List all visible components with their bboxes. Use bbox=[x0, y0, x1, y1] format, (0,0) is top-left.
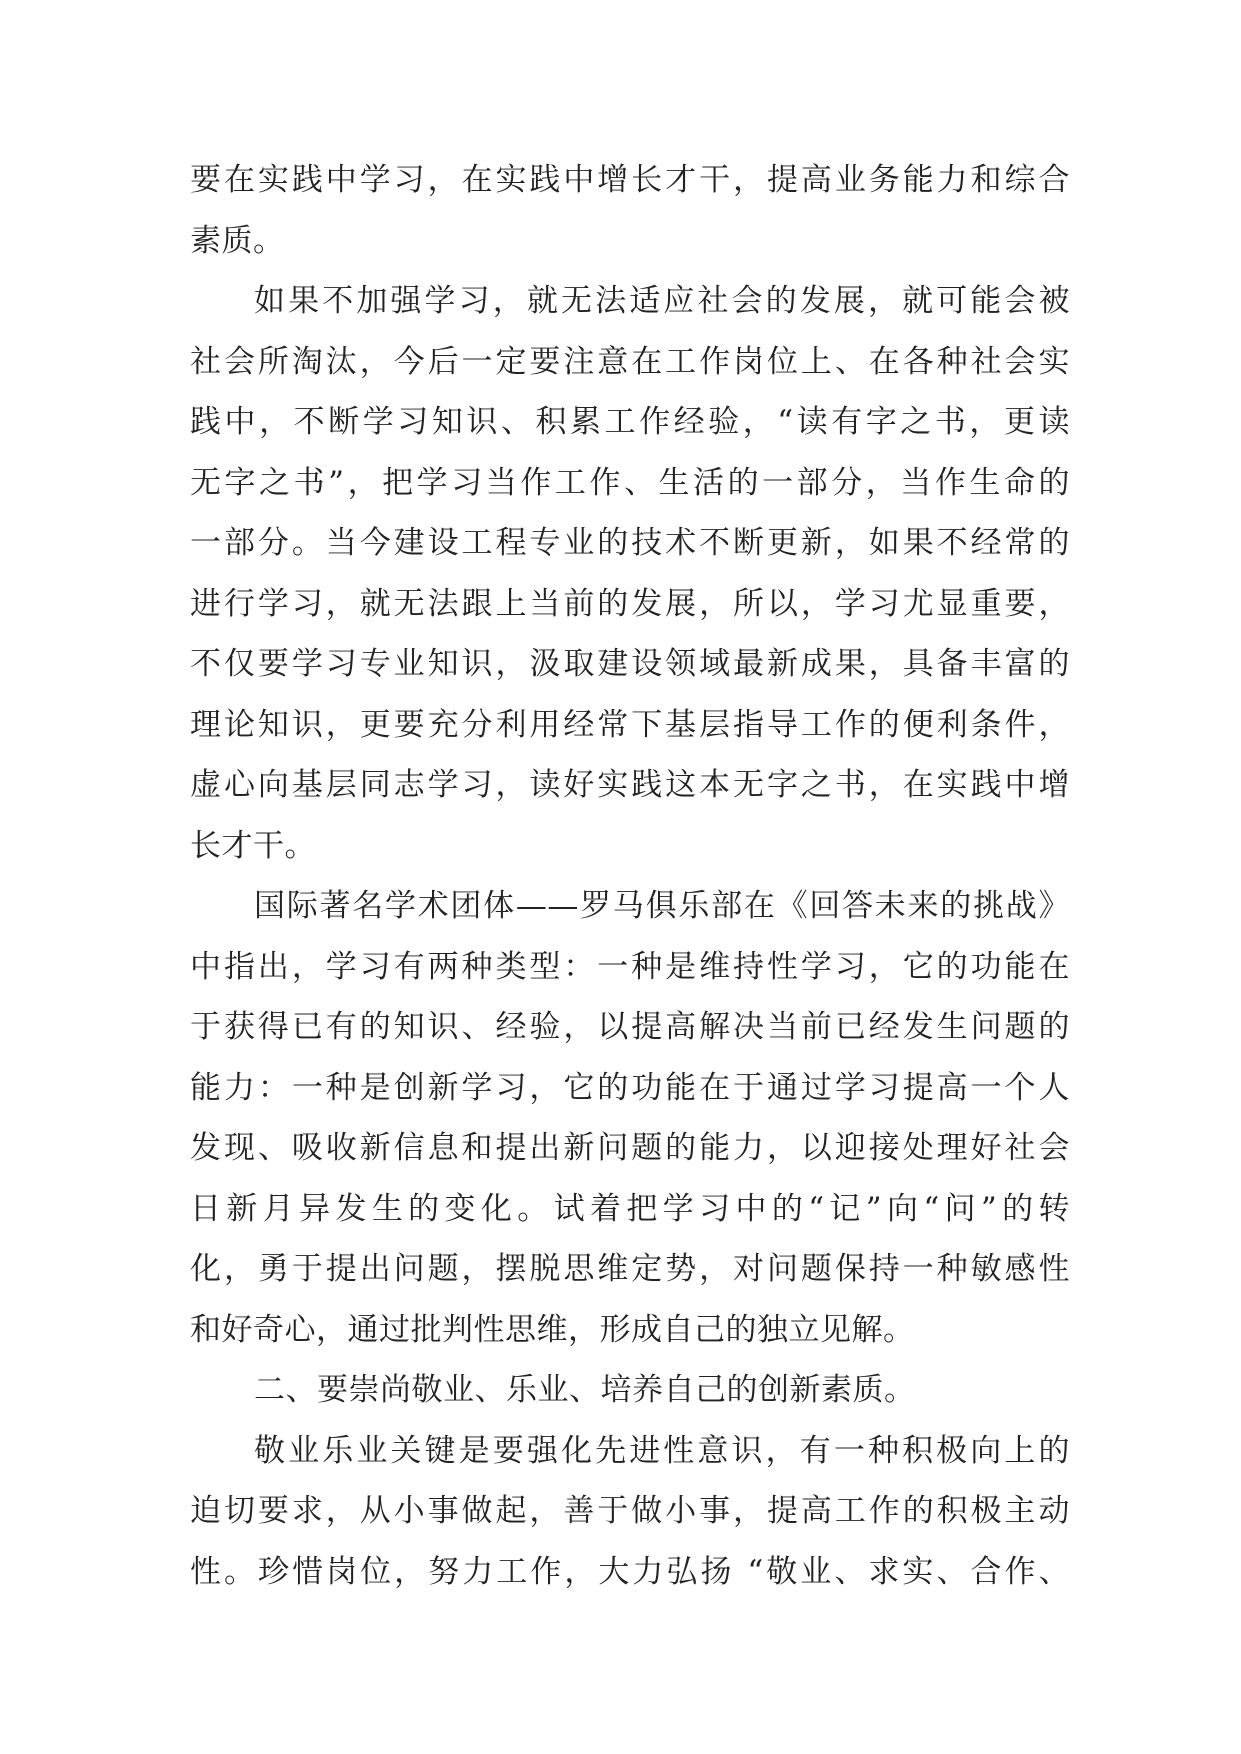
text-line: 迫切要求，从小事做起，善于做小事，提高工作的积极主动 bbox=[190, 1493, 1070, 1529]
text-line: 社会所淘汰，今后一定要注意在工作岗位上、在各种社会实 bbox=[190, 343, 1070, 380]
text-line: 不仅要学习专业知识，汲取建设领域最新成果，具备丰富的 bbox=[190, 646, 1070, 682]
text-line: 和好奇心，通过批判性思维，形成自己的独立见解。 bbox=[190, 1311, 915, 1348]
text-line: 中指出，学习有两种类型：一种是维持性学习，它的功能在 bbox=[190, 948, 1070, 985]
paragraph-first-line: 国际著名学术团体——罗马俱乐部在《回答未来的挑战》 bbox=[254, 888, 1070, 924]
paragraph-first-line: 如果不加强学习，就无法适应社会的发展，就可能会被 bbox=[254, 283, 1070, 319]
document-body bbox=[190, 150, 1070, 1602]
text-line: 践中，不断学习知识、积累工作经验，“读有字之书，更读 bbox=[190, 404, 1070, 440]
text-line: 日新月异发生的变化。试着把学习中的“记”向“问”的转 bbox=[190, 1190, 1070, 1227]
section-heading: 二、要崇尚敬业、乐业、培养自己的创新素质。 bbox=[254, 1372, 916, 1408]
text-line: 于获得已有的知识、经验，以提高解决当前已经发生问题的 bbox=[190, 1009, 1070, 1045]
text-line: 化，勇于提出问题，摆脱思维定势，对问题保持一种敏感性 bbox=[190, 1251, 1070, 1287]
text-line: 发现、吸收新信息和提出新问题的能力，以迎接处理好社会 bbox=[190, 1130, 1070, 1166]
text-line: 一部分。当今建设工程专业的技术不断更新，如果不经常的 bbox=[190, 525, 1070, 561]
text-line: 素质。 bbox=[190, 222, 285, 259]
paragraph-first-line: 敬业乐业关键是要强化先进性意识，有一种积极向上的 bbox=[254, 1432, 1070, 1469]
text-line: 虚心向基层同志学习，读好实践这本无字之书，在实践中增 bbox=[190, 767, 1070, 803]
text-line: 进行学习，就无法跟上当前的发展，所以，学习尤显重要， bbox=[190, 585, 1070, 622]
text-line: 能力：一种是创新学习，它的功能在于通过学习提高一个人 bbox=[190, 1069, 1070, 1106]
text-line: 要在实践中学习，在实践中增长才干，提高业务能力和综合 bbox=[190, 162, 1070, 198]
text-line: 性。珍惜岗位，努力工作，大力弘扬 “敬业、求实、合作、 bbox=[190, 1553, 1070, 1590]
text-line: 长才干。 bbox=[190, 827, 316, 864]
text-line: 无字之书”，把学习当作工作、生活的一部分，当作生命的 bbox=[190, 464, 1070, 501]
text-line: 理论知识，更要充分利用经常下基层指导工作的便利条件， bbox=[190, 706, 1070, 743]
